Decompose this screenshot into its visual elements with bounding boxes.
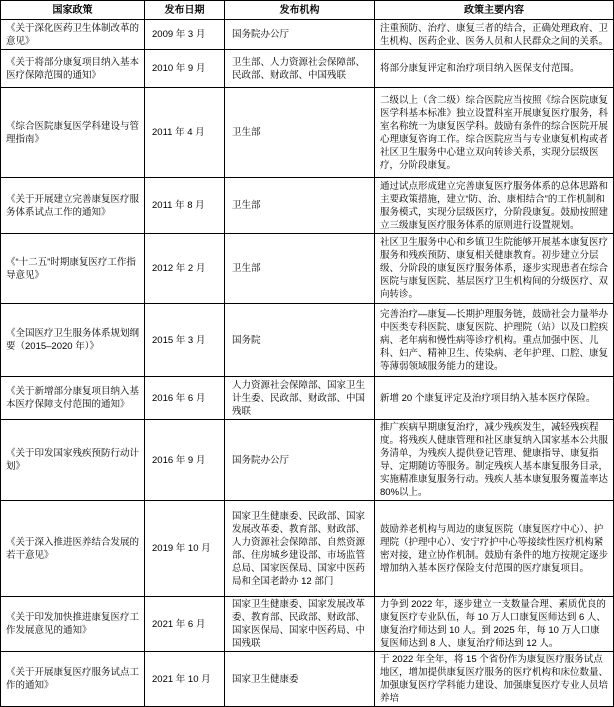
date-cell: 2012 年 2 月 bbox=[145, 234, 225, 304]
agency-cell: 国家卫生健康委、国家发展改革委、教育部、民政部、财政部、国家医保局、国家中医药局、中国残联 bbox=[225, 597, 375, 652]
table-row bbox=[1, 420, 614, 501]
table-row bbox=[1, 178, 614, 234]
table-row bbox=[1, 304, 614, 377]
table-row bbox=[1, 597, 614, 652]
content-cell: 推广疾病早期康复治疗，减少残疾发生，减轻残疾程度。将残疾人健康管理和社区康复纳入国家基本公共服务清单，为残疾人提供登记管理、健康指导、康复指导、定期随访等服务。制定残疾人基本康复服务目录，实施精准康复服务行动。残疾人基本康复服务覆盖率达 80%以上。 bbox=[375, 420, 614, 501]
policy-cell: 《关于开展建立完善康复医疗服务体系试点工作的通知》 bbox=[1, 178, 145, 234]
agency-cell: 卫生部 bbox=[225, 234, 375, 304]
policy-cell: 《关于印发国家残疾预防行动计划》 bbox=[1, 420, 145, 501]
date-cell: 2021 年 6 月 bbox=[145, 597, 225, 652]
content-cell: 鼓励养老机构与周边的康复医院（康复医疗中心）、护理院（护理中心）、安宁疗护中心等接续性医疗机构紧密对接，建立协作机制。鼓励有条件的地方按规定逐步增加纳入基本医疗保险支付范围的医疗康复项目。 bbox=[375, 501, 614, 597]
date-cell: 2016 年 6 月 bbox=[145, 377, 225, 420]
policy-cell: 《关于深化医药卫生体制改革的意见》 bbox=[1, 20, 145, 50]
content-cell: 于 2022 年全年，将 15 个省份作为康复医疗服务试点地区，增加提供康复医疗服务的医疗机构和床位数量、加强康复医疗学科能力建设、加强康复医疗专业人员培养培 bbox=[375, 652, 614, 707]
content-cell: 通过试点形成建立完善康复医疗服务体系的总体思路和主要政策措施，建立“防、治、康相结合”的工作机制和服务模式，实现分层级医疗，分阶段康复。鼓励按照建立三级康复医疗服务体系的原则进行设置规划。 bbox=[375, 178, 614, 234]
agency-cell: 卫生部 bbox=[225, 178, 375, 234]
content-cell: 新增 20 个康复评定及治疗项目纳入基本医疗保险。 bbox=[375, 377, 614, 420]
table-row bbox=[1, 501, 614, 597]
col-header-content: 政策主要内容 bbox=[375, 1, 614, 20]
policy-cell: 《“十二五”时期康复医疗工作指导意见》 bbox=[1, 234, 145, 304]
policy-cell: 《关于深入推进医养结合发展的若干意见》 bbox=[1, 501, 145, 597]
col-header-date: 发布日期 bbox=[145, 1, 225, 20]
table-row bbox=[1, 20, 614, 50]
table-row bbox=[1, 88, 614, 178]
agency-cell: 国务院办公厅 bbox=[225, 20, 375, 50]
agency-cell: 国家卫生健康委、民政部、国家发展改革委、教育部、财政部、人力资源社会保障部、自然资源部、住房城乡建设部、市场监管总局、国家医保局、国家中医药局和全国老龄办 12 部门 bbox=[225, 501, 375, 597]
date-cell: 2009 年 3 月 bbox=[145, 20, 225, 50]
policy-cell: 《关于开展康复医疗服务试点工作的通知》 bbox=[1, 652, 145, 707]
agency-cell: 国家卫生健康委 bbox=[225, 652, 375, 707]
date-cell: 2010 年 9 月 bbox=[145, 50, 225, 88]
content-cell: 注重预防、治疗、康复三者的结合，正确处理政府、卫生机构、医药企业、医务人员和人民群众之间的关系。 bbox=[375, 20, 614, 50]
header-row bbox=[1, 1, 614, 20]
table-row bbox=[1, 234, 614, 304]
col-header-agency: 发布机构 bbox=[225, 1, 375, 20]
content-cell: 完善治疗—康复—长期护理服务链，鼓励社会力量举办中医类专科医院、康复医院、护理院（站）以及口腔疾病、老年病和慢性病等诊疗机构。重点加强中医、儿科、妇产、精神卫生、传染病、老年护理、口腔、康复等薄弱领域服务能力的建设。 bbox=[375, 304, 614, 377]
agency-cell: 人力资源社会保障部、国家卫生计生委、民政部、财政部、中国残联 bbox=[225, 377, 375, 420]
policy-cell: 《全国医疗卫生服务体系规划纲要（2015–2020 年）》 bbox=[1, 304, 145, 377]
agency-cell: 国务院 bbox=[225, 304, 375, 377]
table-row bbox=[1, 50, 614, 88]
agency-cell: 国务院办公厅 bbox=[225, 420, 375, 501]
date-cell: 2011 年 8 月 bbox=[145, 178, 225, 234]
table-row bbox=[1, 377, 614, 420]
date-cell: 2016 年 9 月 bbox=[145, 420, 225, 501]
col-header-policy: 国家政策 bbox=[1, 1, 145, 20]
policy-cell: 《关于将部分康复项目纳入基本医疗保障范围的通知》 bbox=[1, 50, 145, 88]
content-cell: 力争到 2022 年，逐步建立一支数量合理、素质优良的康复医疗专业队伍，每 10 万人口康复医师达到 6 人、康复治疗师达到 10 人。到 2025 年，每 10 万人口康复医师达到 8 人、康复治疗师达到 12 人。 bbox=[375, 597, 614, 652]
policy-cell: 《关于印发加快推进康复医疗工作发展意见的通知》 bbox=[1, 597, 145, 652]
policy-cell: 《关于新增部分康复项目纳入基本医疗保障支付范围的通知》 bbox=[1, 377, 145, 420]
content-cell: 二级以上（含二级）综合医院应当按照《综合医院康复医学科基本标准》独立设置科室开展康复医疗服务，科室名称统一为康复医学科。鼓励有条件的综合医院开展心理康复咨询工作。综合医院应当与专业康复机构或者社区卫生服务中心建立双向转诊关系，实现分层级医疗，分阶段康复。 bbox=[375, 88, 614, 178]
agency-cell: 卫生部、人力资源社会保障部、民政部、财政部、中国残联 bbox=[225, 50, 375, 88]
table-row bbox=[1, 652, 614, 707]
date-cell: 2021 年 10 月 bbox=[145, 652, 225, 707]
content-cell: 将部分康复评定和治疗项目纳入医保支付范围。 bbox=[375, 50, 614, 88]
content-cell: 社区卫生服务中心和乡镇卫生院能够开展基本康复医疗服务和残疾预防、康复相关健康教育。初步建立分层级、分阶段的康复医疗服务体系，逐步实现患者在综合医院与康复医院、基层医疗卫生机构间的分级医疗、双向转诊。 bbox=[375, 234, 614, 304]
agency-cell: 卫生部 bbox=[225, 88, 375, 178]
date-cell: 2015 年 3 月 bbox=[145, 304, 225, 377]
date-cell: 2011 年 4 月 bbox=[145, 88, 225, 178]
policy-cell: 《综合医院康复医学科建设与管理指南》 bbox=[1, 88, 145, 178]
date-cell: 2019 年 10 月 bbox=[145, 501, 225, 597]
